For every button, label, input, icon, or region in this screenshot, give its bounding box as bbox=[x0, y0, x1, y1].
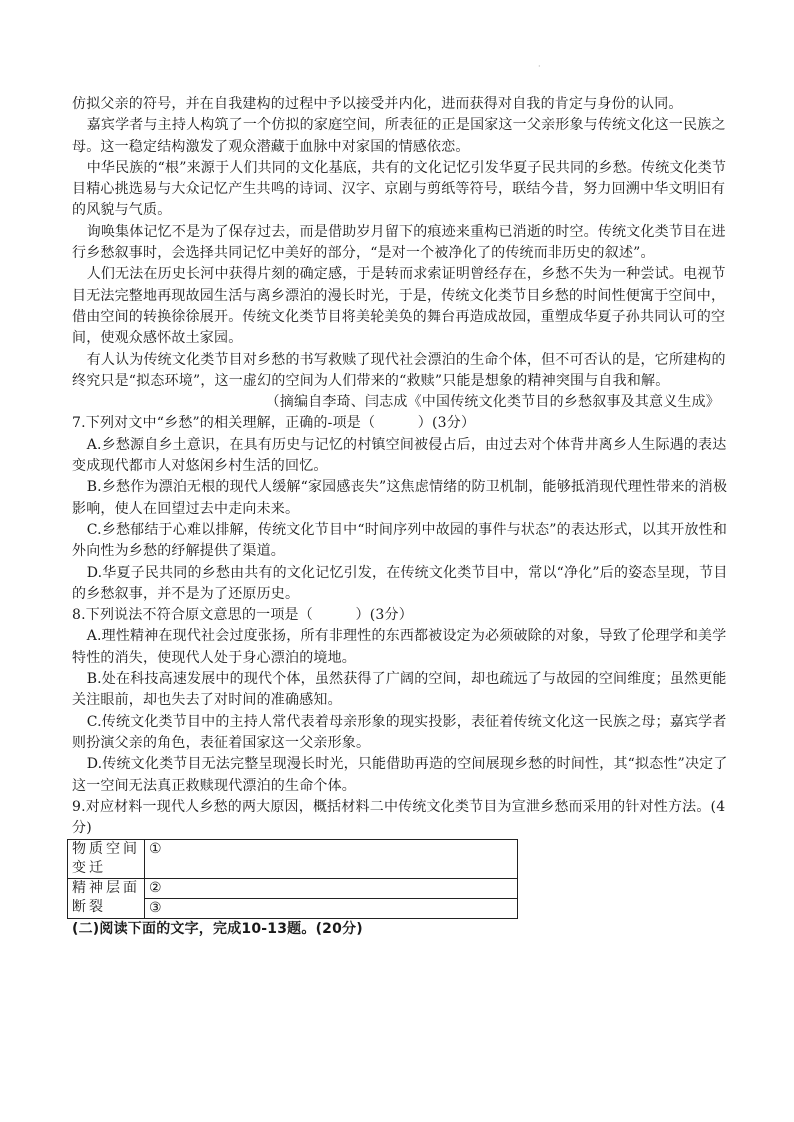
option-b: B.乡愁作为漂泊无根的现代人缓解“家园感丧失”这焦虑情绪的防卫机制，能够抵消现代理性带来的消极影响，使人在回望过去中走向未来。 bbox=[72, 479, 728, 517]
option-c: C.乡愁郁结于心难以排解，传统文化节目中“时间序列中故园的事件与状态”的表达形式，以其开放性和外向性为乡愁的纾解提供了渠道。 bbox=[72, 521, 728, 560]
row-label: 物质空间变迁 bbox=[68, 840, 145, 879]
question-stem: 7.下列对文中“乡愁”的相关理解，正确的-项是（ ）(3分） bbox=[72, 415, 476, 432]
answer-cell[interactable] bbox=[145, 879, 518, 899]
option-d: D.华夏子民共同的乡愁由共有的文化记忆引发，在传统文化类节目中，常以“净化”后的姿态呈现，节目的乡愁叙事，并不是为了还原历史。 bbox=[72, 564, 728, 602]
paragraph: 嘉宾学者与主持人构筑了一个仿拟的家庭空间，所表征的正是国家这一父亲形象与传统文化这一民族之母。这一稳定结构激发了观众潜藏于血脉中对家国的情感依恋。 bbox=[72, 117, 726, 155]
paragraph: 询唤集体记忆不是为了保存过去，而是借助岁月留下的痕迹来重构已消逝的时空。传统文化类节目在进行乡愁叙事时，会选择共同记忆中美好的部分，“是对一个被净化了的传统而非历史的叙述”。 bbox=[72, 223, 726, 262]
option-b: B.处在科技高速发展中的现代个体，虽然获得了广阔的空间，却也疏远了与故园的空间维度；虽然更能关注眼前，却也失去了对时间的准确感知。 bbox=[72, 671, 727, 709]
table-row bbox=[68, 879, 518, 899]
paragraph: 仿拟父亲的符号，并在自我建构的过程中予以接受并内化，进而获得对自我的肯定与身份的认同。 bbox=[72, 96, 683, 112]
question-8 bbox=[72, 605, 732, 797]
answer-marker: ② bbox=[149, 880, 162, 897]
top-mark: · bbox=[538, 62, 541, 71]
section-heading: (二)阅读下面的文字，完成10-13题。(20分) bbox=[72, 921, 363, 938]
answer-cell[interactable] bbox=[145, 899, 518, 919]
reading-passage bbox=[72, 94, 732, 941]
option-d: D.传统文化类节目无法完整呈现漫长时光，只能借助再造的空间展现乡愁的时间性，其“拟态性”决定了这一空间无法真正救赎现代漂泊的生命个体。 bbox=[72, 756, 728, 794]
option-a: A.乡愁源自乡土意识，在具有历史与记忆的村镇空间被侵占后，由过去对个体背井离乡人生际遇的表达变成现代都市人对悠闲乡村生活的回忆。 bbox=[72, 436, 727, 475]
answer-cell[interactable] bbox=[145, 840, 518, 879]
row-label: 精神层面断裂 bbox=[68, 879, 145, 919]
option-c: C.传统文化类节目中的主持人常代表着母亲形象的现实投影，表征着传统文化这一民族之母；嘉宾学者则扮演父亲的角色，表征着国家这一父亲形象。 bbox=[72, 713, 727, 751]
paragraph: 中华民族的“根”来源于人们共同的文化基底，共有的文化记忆引发华夏子民共同的乡愁。传统文化类节目精心挑选易与大众记忆产生共鸣的诗词、汉字、京剧与剪纸等符号，联结今昔，努力回溯中华文明旧有的风貌与气质。 bbox=[72, 159, 727, 219]
answer-marker: ③ bbox=[149, 900, 162, 917]
question-9 bbox=[72, 797, 732, 920]
question-7 bbox=[72, 413, 732, 605]
source-citation: （摘编自李琦、闫志成《中国传统文化类节目的乡愁叙事及其意义生成》 bbox=[265, 394, 720, 411]
option-a: A.理性精神在现代社会过度张扬，所有非理性的东西都被设定为必须破除的对象，导致了伦理学和美学特性的消失，使现代人处于身心漂泊的境地。 bbox=[72, 628, 727, 666]
question-stem: 9.对应材料一现代人乡愁的两大原因，概括材料二中传统文化类节目为宣泄乡愁而采用的针对性方法。(4分) bbox=[72, 798, 726, 837]
answer-table bbox=[67, 839, 518, 919]
answer-marker: ① bbox=[149, 841, 162, 858]
table-row bbox=[68, 840, 518, 879]
paragraph: 人们无法在历史长河中获得片刻的确定感，于是转而求索证明曾经存在，乡愁不失为一种尝试。电视节目无法完整地再现故园生活与离乡漂泊的漫长时光，于是，传统文化类节目乡愁的时间性便寓于空间中，借由空间的转换徐徐展开。传统文化类节目将美轮美奂的舞台再造成故园，重塑成华夏子孙共同认可的空间，使观众感怀故土家园。 bbox=[72, 266, 726, 347]
paragraph: 有人认为传统文化类节目对乡愁的书写救赎了现代社会漂泊的生命个体，但不可否认的是，它所建构的终究只是“拟态环境”，这一虚幻的空间为人们带来的“救赎”只能是想象的精神突围与自我和解。 bbox=[72, 351, 726, 389]
question-stem: 8.下列说法不符合原文意思的一项是（ ）(3分） bbox=[72, 607, 413, 624]
